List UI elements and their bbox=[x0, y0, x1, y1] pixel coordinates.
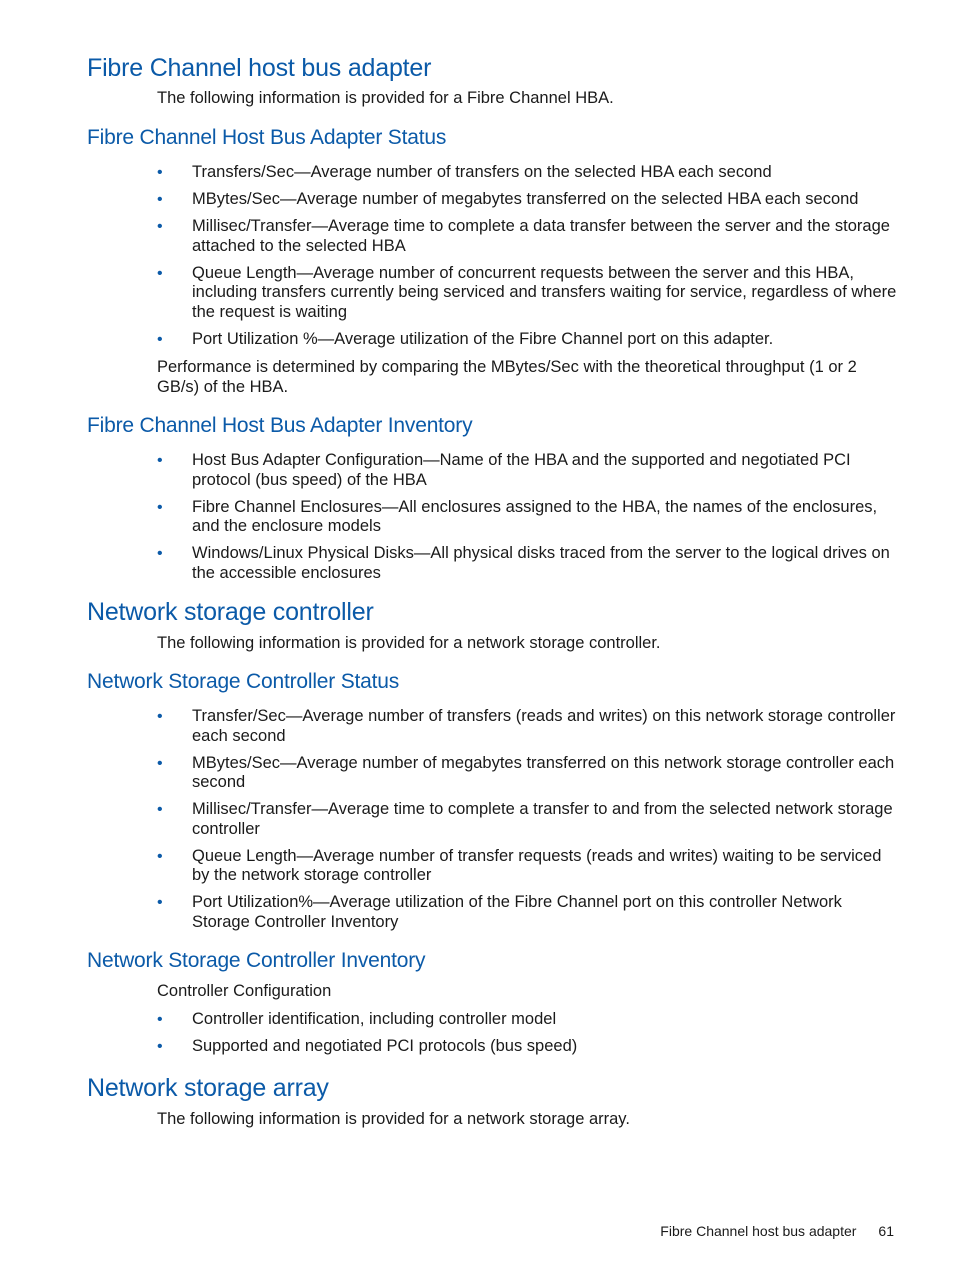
section-heading-hba: Fibre Channel host bus adapter bbox=[87, 54, 432, 82]
bullet-icon: • bbox=[157, 754, 163, 772]
bullet-icon: • bbox=[157, 847, 163, 865]
bullet-icon: • bbox=[157, 264, 163, 282]
list-item bbox=[157, 893, 902, 932]
bullet-icon: • bbox=[157, 498, 163, 516]
list-item bbox=[157, 330, 902, 350]
bullet-icon: • bbox=[157, 330, 163, 348]
list-item bbox=[157, 264, 902, 323]
list-item-text: Host Bus Adapter Configuration—Name of the HBA and the supported and negotiated PCI protocol (bus speed) of the HBA bbox=[192, 451, 851, 489]
list-item-text: Fibre Channel Enclosures—All enclosures assigned to the HBA, the names of the enclosures, and the enclosure models bbox=[192, 497, 878, 535]
page-footer bbox=[660, 1222, 894, 1240]
page-number: 61 bbox=[878, 1223, 894, 1239]
list-item-text: Supported and negotiated PCI protocols (bus speed) bbox=[192, 1037, 578, 1055]
list-item bbox=[157, 707, 902, 746]
list-item bbox=[157, 498, 902, 537]
footer-section-title: Fibre Channel host bus adapter bbox=[660, 1223, 857, 1239]
list-item-text: Queue Length—Average number of concurrent requests between the server and this HBA, including transfers currently being serviced and transfers waiting for service, regardless of where the request is waiting bbox=[192, 263, 897, 321]
bullet-icon: • bbox=[157, 545, 163, 562]
bullet-icon: • bbox=[157, 1011, 163, 1028]
list-item bbox=[157, 800, 902, 839]
list-item bbox=[157, 451, 902, 490]
list-item bbox=[157, 1037, 902, 1057]
bullet-icon: • bbox=[157, 191, 163, 208]
list-item-text: Transfers/Sec—Average number of transfers on the selected HBA each second bbox=[192, 163, 772, 181]
list-item-text: MBytes/Sec—Average number of megabytes transferred on the selected HBA each second bbox=[192, 190, 859, 208]
list-item bbox=[157, 1010, 902, 1030]
list-item-text: Windows/Linux Physical Disks—All physical disks traced from the server to the logical drives on the accessible enclosures bbox=[192, 544, 890, 582]
list-item-text: MBytes/Sec—Average number of megabytes transferred on this network storage controller each second bbox=[192, 753, 895, 791]
list-item bbox=[157, 217, 902, 256]
list-item bbox=[157, 754, 902, 793]
list-item-text: Millisec/Transfer—Average time to complete a data transfer between the server and the storage attached to the selected HBA bbox=[192, 217, 890, 255]
section-intro-nsc: The following information is provided for a network storage controller. bbox=[157, 634, 661, 652]
section-intro-nsa: The following information is provided for a network storage array. bbox=[157, 1110, 630, 1128]
list-item-text: Queue Length—Average number of transfer requests (reads and writes) waiting to be serviced by the network storage controller bbox=[192, 846, 882, 884]
subheading-nsc-status: Network Storage Controller Status bbox=[87, 670, 400, 693]
subheading-hba-status: Fibre Channel Host Bus Adapter Status bbox=[87, 126, 447, 149]
bullet-icon: • bbox=[157, 452, 163, 469]
bullet-icon: • bbox=[157, 164, 163, 181]
section-heading-nsc: Network storage controller bbox=[87, 598, 374, 626]
bullet-list-nsc-inventory bbox=[157, 1010, 902, 1064]
bullet-list-hba-status bbox=[157, 163, 902, 357]
bullet-icon: • bbox=[157, 1038, 163, 1055]
section-heading-nsa: Network storage array bbox=[87, 1074, 329, 1102]
list-item-text: Port Utilization %—Average utilization of the Fibre Channel port on this adapter. bbox=[192, 329, 774, 348]
controller-configuration-label: Controller Configuration bbox=[157, 982, 332, 1000]
list-item bbox=[157, 163, 902, 183]
list-item-text: Controller identification, including controller model bbox=[192, 1010, 557, 1028]
bullet-list-nsc-status bbox=[157, 707, 902, 940]
list-item-text: Transfer/Sec—Average number of transfers (reads and writes) on this network storage controller each second bbox=[192, 707, 896, 745]
performance-note: Performance is determined by comparing the MBytes/Sec with the theoretical throughput (1 or 2 GB/s) of the HBA. bbox=[157, 358, 857, 396]
list-item-text: Millisec/Transfer—Average time to complete a transfer to and from the selected network storage controller bbox=[192, 800, 893, 838]
bullet-icon: • bbox=[157, 218, 163, 235]
bullet-icon: • bbox=[157, 708, 163, 725]
subheading-hba-inventory: Fibre Channel Host Bus Adapter Inventory bbox=[87, 414, 473, 437]
list-item-text: Port Utilization%—Average utilization of the Fibre Channel port on this controller Network Storage Controller Inventory bbox=[192, 893, 842, 931]
section-intro-hba: The following information is provided for a Fibre Channel HBA. bbox=[157, 89, 614, 107]
bullet-icon: • bbox=[157, 801, 163, 818]
subheading-nsc-inventory: Network Storage Controller Inventory bbox=[87, 949, 426, 972]
bullet-icon: • bbox=[157, 894, 163, 911]
bullet-list-hba-inventory bbox=[157, 451, 902, 591]
list-item bbox=[157, 544, 902, 583]
list-item bbox=[157, 847, 902, 886]
list-item bbox=[157, 190, 902, 210]
